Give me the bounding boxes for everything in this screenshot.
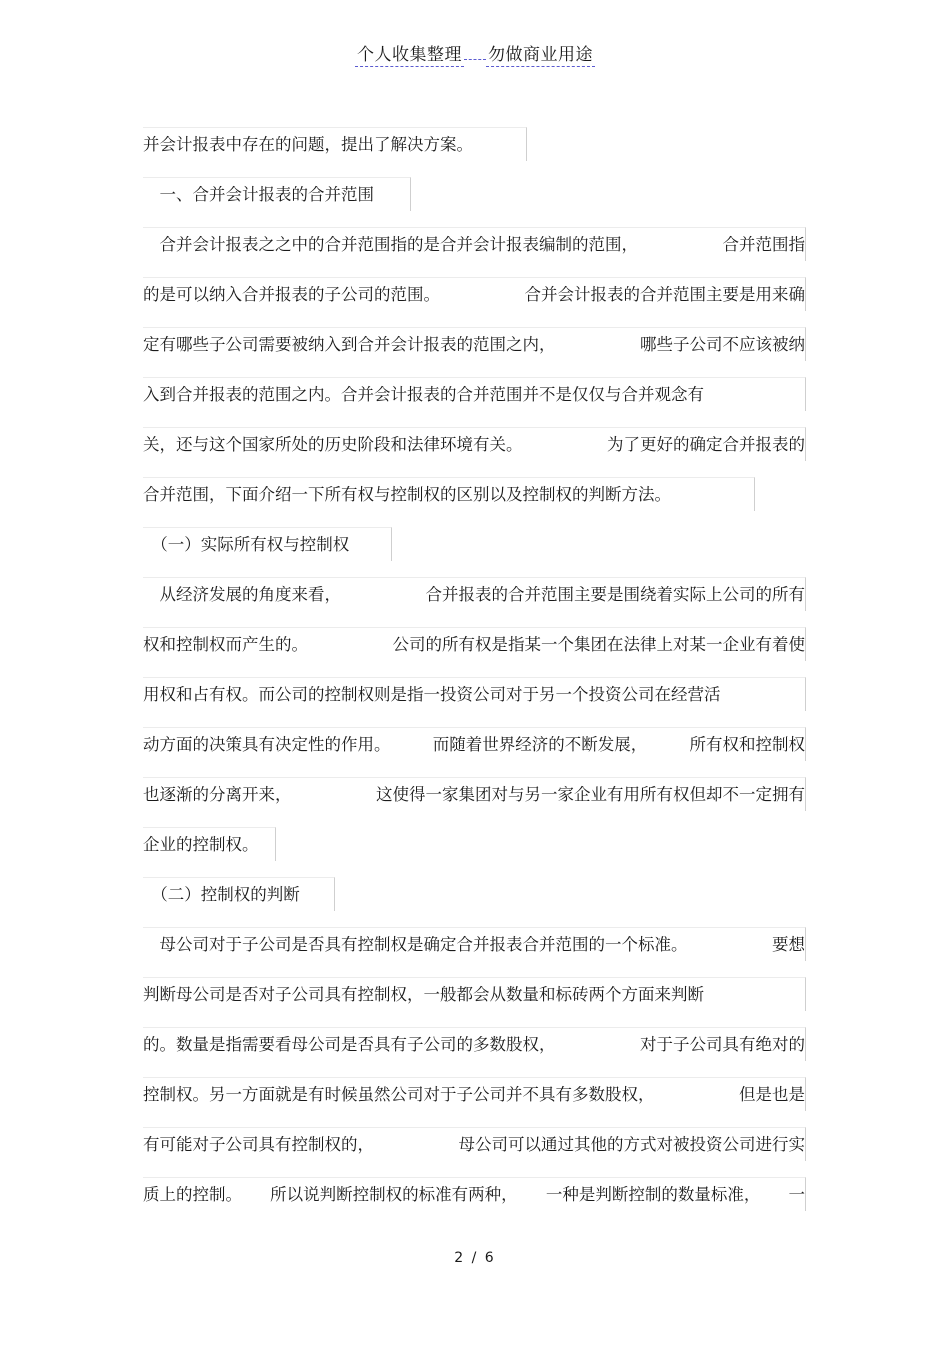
- text-segment: 这使得一家集团对与另一家企业有用所有权但却不一定拥有: [376, 785, 805, 804]
- text-segment: 要想: [772, 935, 805, 954]
- text-line: [143, 727, 806, 761]
- text-line: [143, 127, 527, 161]
- text-segment: 定有哪些子公司需要被纳入到合并会计报表的范围之内，: [143, 335, 556, 354]
- text-segment: 但是也是: [739, 1085, 805, 1104]
- text-segment: 质上的控制。: [143, 1185, 242, 1204]
- text-line: [143, 1177, 806, 1211]
- text-segment: 权和控制权而产生的。: [143, 635, 308, 654]
- text-segment: 合并会计报表的合并范围主要是用来确: [524, 285, 805, 304]
- text-segment: 入到合并报表的范围之内。合并会计报表的合并范围并不是仅仅与合并观念有: [143, 385, 704, 404]
- text-line: [143, 977, 806, 1011]
- text-segment: 为了更好的确定合并报表的: [607, 435, 805, 454]
- text-line: [143, 177, 411, 211]
- text-segment: 合并范围指: [722, 235, 805, 254]
- text-segment: 用权和占有权。而公司的控制权则是指一投资公司对于另一个投资公司在经营活: [143, 685, 721, 704]
- text-segment: 控制权。另一方面就是有时候虽然公司对于子公司并不具有多数股权，: [143, 1085, 655, 1104]
- text-segment: 所以说判断控制权的标准有两种，: [270, 1185, 518, 1204]
- text-line: [143, 327, 806, 361]
- text-line: [143, 277, 806, 311]
- text-segment: 的。数量是指需要看母公司是否具有子公司的多数股权，: [143, 1035, 556, 1054]
- text-segment: 关，还与这个国家所处的历史阶段和法律环境有关。: [143, 435, 523, 454]
- text-segment: 并会计报表中存在的问题，提出了解决方案。: [143, 135, 473, 154]
- text-segment: 判断母公司是否对子公司具有控制权，一般都会从数量和标砖两个方面来判断: [143, 985, 704, 1004]
- header-gap: [464, 59, 486, 60]
- text-segment: 一种是判断控制的数量标准，: [545, 1185, 761, 1204]
- text-line: [143, 927, 806, 961]
- text-segment: 一、合并会计报表的合并范围: [143, 185, 374, 204]
- text-line: [143, 627, 806, 661]
- text-segment: 从经济发展的角度来看，: [143, 585, 341, 604]
- text-line: [143, 1127, 806, 1161]
- text-segment: 也逐渐的分离开来，: [143, 785, 292, 804]
- text-line: [143, 1027, 806, 1061]
- text-segment: 而随着世界经济的不断发展，: [432, 735, 648, 754]
- text-line: [143, 1077, 806, 1111]
- text-segment: 的是可以纳入合并报表的子公司的范围。: [143, 285, 440, 304]
- text-line: [143, 777, 806, 811]
- text-line: [143, 477, 755, 511]
- page-header: [0, 40, 950, 67]
- text-line: [143, 877, 335, 911]
- text-segment: 合并报表的合并范围主要是围绕着实际上公司的所有: [425, 585, 805, 604]
- text-segment: 合并会计报表之之中的合并范围指的是合并会计报表编制的范围，: [143, 235, 638, 254]
- text-segment: 母公司可以通过其他的方式对被投资公司进行实: [458, 1135, 805, 1154]
- text-segment: 一: [788, 1185, 805, 1204]
- text-segment: 对于子公司具有绝对的: [640, 1035, 805, 1054]
- page-number: 2 / 6: [454, 1250, 496, 1266]
- text-segment: 有可能对子公司具有控制权的，: [143, 1135, 374, 1154]
- text-line: [143, 427, 806, 461]
- text-segment: 动方面的决策具有决定性的作用。: [143, 735, 391, 754]
- header-left-text: 个人收集整理: [355, 40, 464, 67]
- text-segment: 所有权和控制权: [689, 735, 805, 754]
- text-line: [143, 377, 806, 411]
- text-line: [143, 677, 806, 711]
- text-segment: 合并范围，下面介绍一下所有权与控制权的区别以及控制权的判断方法。: [143, 485, 671, 504]
- header-right-text: 勿做商业用途: [486, 40, 595, 67]
- text-segment: 公司的所有权是指某一个集团在法律上对某一企业有着使: [392, 635, 805, 654]
- text-line: [143, 227, 806, 261]
- text-segment: 母公司对于子公司是否具有控制权是确定合并报表合并范围的一个标准。: [143, 935, 688, 954]
- text-line: [143, 827, 276, 861]
- text-segment: （一）实际所有权与控制权: [143, 535, 350, 554]
- text-segment: （二）控制权的判断: [143, 885, 300, 904]
- text-line: [143, 577, 806, 611]
- text-segment: 哪些子公司不应该被纳: [640, 335, 805, 354]
- text-segment: 企业的控制权。: [143, 835, 259, 854]
- text-line: [143, 527, 392, 561]
